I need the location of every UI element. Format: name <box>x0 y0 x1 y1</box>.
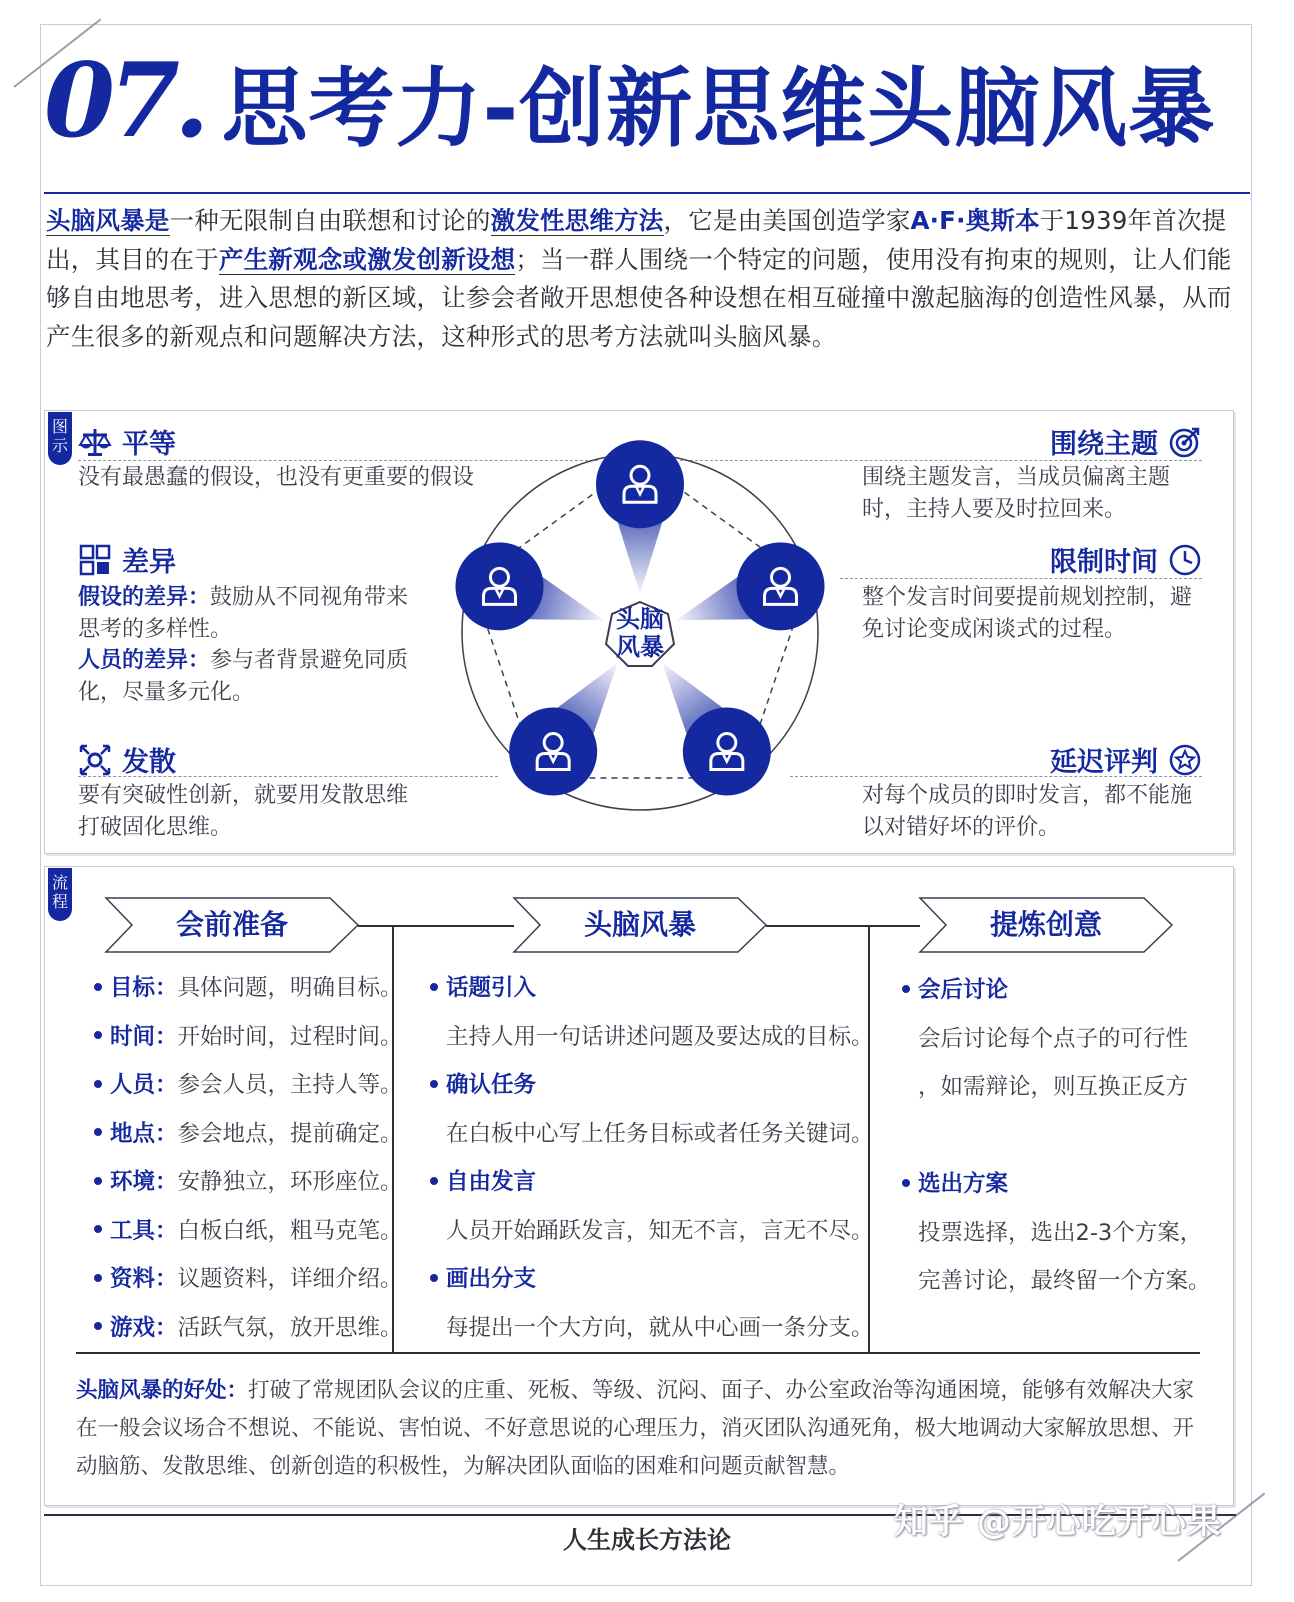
list-item-text: ，如需辩论，则互换正反方 <box>918 1074 1189 1100</box>
feature-delay-title: 延迟评判 <box>1050 747 1158 778</box>
intro-segment: ；当一群人围绕一个特定的问题，使用没有拘束的规则，让人们能够自由地思考，进入思想的新区域，让参会者敞开思想使各种设想在相互碰撞中激起脑海的创造性风暴，从而产生很多的新观点和问题解决方法，这种形式的思考方法就叫头脑风暴。 <box>46 244 1232 351</box>
feature-divergence-title: 发散 <box>122 747 176 778</box>
page-title <box>44 41 1216 161</box>
step-prep-label: 会前准备 <box>175 908 288 941</box>
brainstorm-diagram <box>420 412 860 852</box>
clock-icon <box>1168 543 1202 577</box>
difference-line: 假设的差异：鼓励从不同视角带来思考的多样性。 <box>78 585 409 642</box>
feature-divergence-text: 要有突破性创新，就要用发散思维打破固化思维。 <box>78 783 409 840</box>
footer-text: 人生成长方法论 <box>563 1526 731 1554</box>
feature-divergence-heading <box>78 740 176 779</box>
feature-time-heading <box>900 540 1202 579</box>
feature-difference-heading <box>78 540 176 579</box>
list-item-text: 主持人用一句话讲述问题及要达成的目标。 <box>446 1023 874 1050</box>
feature-time-title: 限制时间 <box>1050 547 1158 578</box>
intro-segment: 产生新观念或激发创新设想 <box>218 244 516 274</box>
refine-list <box>900 966 1211 1306</box>
step-storm-label: 头脑风暴 <box>583 908 696 941</box>
list-item: 人员：参会人员，主持人等。 <box>92 1061 403 1110</box>
step-prep-arrow <box>104 896 360 954</box>
feature-equality-title: 平等 <box>122 429 176 460</box>
feature-topic-text: 围绕主题发言，当成员偏离主题时，主持人要及时拉回来。 <box>862 465 1171 522</box>
intro-segment: 头脑风暴是 <box>46 206 170 235</box>
process-tag: 流 程 <box>48 868 72 921</box>
star-badge-icon <box>1168 743 1202 777</box>
list-item-heading: 会后讨论 <box>900 966 1211 1015</box>
title-number: 07. <box>44 41 204 161</box>
intro-segment: 一种无限制自由联想和讨论的 <box>169 206 491 235</box>
list-item-text: 在白板中心写上任务目标或者任务关键词。 <box>446 1120 874 1147</box>
step-refine-arrow <box>918 896 1174 954</box>
intro-paragraph <box>46 202 1242 356</box>
intro-segment: 激发性思维方法 <box>490 206 664 235</box>
grid-icon <box>78 543 112 577</box>
list-item-text: 每提出一个大方向，就从中心画一条分支。 <box>446 1314 874 1341</box>
list-item-text: 人员开始踊跃发言，知无不言，言无不尽。 <box>446 1217 874 1244</box>
list-item-heading: 确认任务 <box>428 1061 874 1110</box>
step-refine-label: 提炼创意 <box>989 908 1102 941</box>
step-storm-arrow <box>512 896 768 954</box>
list-item-heading: 自由发言 <box>428 1158 874 1207</box>
spacer <box>900 1112 1211 1161</box>
scatter-icon <box>78 743 112 777</box>
diagram-tag: 图 示 <box>48 412 72 465</box>
connector-line <box>766 925 920 927</box>
feature-equality-heading <box>78 422 176 461</box>
list-item: 工具：白板白纸，粗马克笔。 <box>92 1207 403 1256</box>
center-label-line2: 风暴 <box>616 633 664 661</box>
list-item-text: 完善讨论，最终留一个方案。 <box>918 1268 1211 1294</box>
list-item-text: 投票选择，选出2-3个方案， <box>918 1219 1203 1246</box>
feature-difference-text <box>78 582 428 708</box>
feature-equality-text: 没有最愚蠢的假设，也没有更重要的假设 <box>78 465 475 490</box>
list-item: 地点：参会地点，提前确定。 <box>92 1110 403 1159</box>
list-item: 环境：安静独立，环形座位。 <box>92 1158 403 1207</box>
list-item: 游戏：活跃气氛，放开思维。 <box>92 1304 403 1353</box>
feature-delay-text: 对每个成员的即时发言，都不能施以对错好坏的评价。 <box>862 783 1193 840</box>
scale-icon <box>78 425 112 459</box>
center-label-line1: 头脑 <box>616 605 664 633</box>
title-divider <box>44 192 1250 194</box>
intro-segment: 于1939年首次提出，其目的在于 <box>46 206 1227 274</box>
benefit-text: 打破了常规团队会议的庄重、死板、等级、沉闷、面子、办公室政治等沟通困境，能够有效解决大家在一般会议场合不想说、不能说、害怕说、不好意思说的心理压力，消灭团队沟通死角，极大地调动大家解放思想、开动脑筋、发散思维、创新创造的积极性，为解决团队面临的困难和问题贡献智慧。 <box>76 1378 1195 1479</box>
prep-list <box>92 964 403 1352</box>
list-item-text: 会后讨论每个点子的可行性 <box>918 1025 1189 1052</box>
feature-topic-title: 围绕主题 <box>1050 429 1158 460</box>
process-bottom-rule <box>76 1352 1200 1354</box>
title-text: 思考力-创新思维头脑风暴 <box>221 59 1216 159</box>
list-item-heading: 选出方案 <box>900 1160 1211 1209</box>
divider-line <box>840 578 1202 579</box>
list-item-heading: 画出分支 <box>428 1255 874 1304</box>
list-item: 目标：具体问题，明确目标。 <box>92 964 403 1013</box>
target-icon <box>1168 425 1202 459</box>
feature-time-text: 整个发言时间要提前规划控制，避免讨论变成闲谈式的过程。 <box>862 585 1193 642</box>
difference-line: 人员的差异：参与者背景避免同质化，尽量多元化。 <box>78 648 409 705</box>
watermark: 知乎 @开心吃开心果 <box>894 1502 1222 1542</box>
list-item-heading: 话题引入 <box>428 964 874 1013</box>
intro-segment: ，它是由美国创造学家 <box>663 206 911 235</box>
feature-difference-title: 差异 <box>122 547 176 578</box>
feature-topic-heading <box>900 422 1202 461</box>
intro-segment: A·F·奥斯本 <box>910 206 1040 235</box>
benefit-label: 头脑风暴的好处： <box>76 1378 249 1403</box>
feature-delay-heading <box>900 740 1202 779</box>
benefit-paragraph <box>76 1372 1206 1486</box>
list-item: 时间：开始时间，过程时间。 <box>92 1013 403 1062</box>
connector-line <box>358 925 514 927</box>
storm-list <box>428 964 874 1352</box>
list-item: 资料：议题资料，详细介绍。 <box>92 1255 403 1304</box>
